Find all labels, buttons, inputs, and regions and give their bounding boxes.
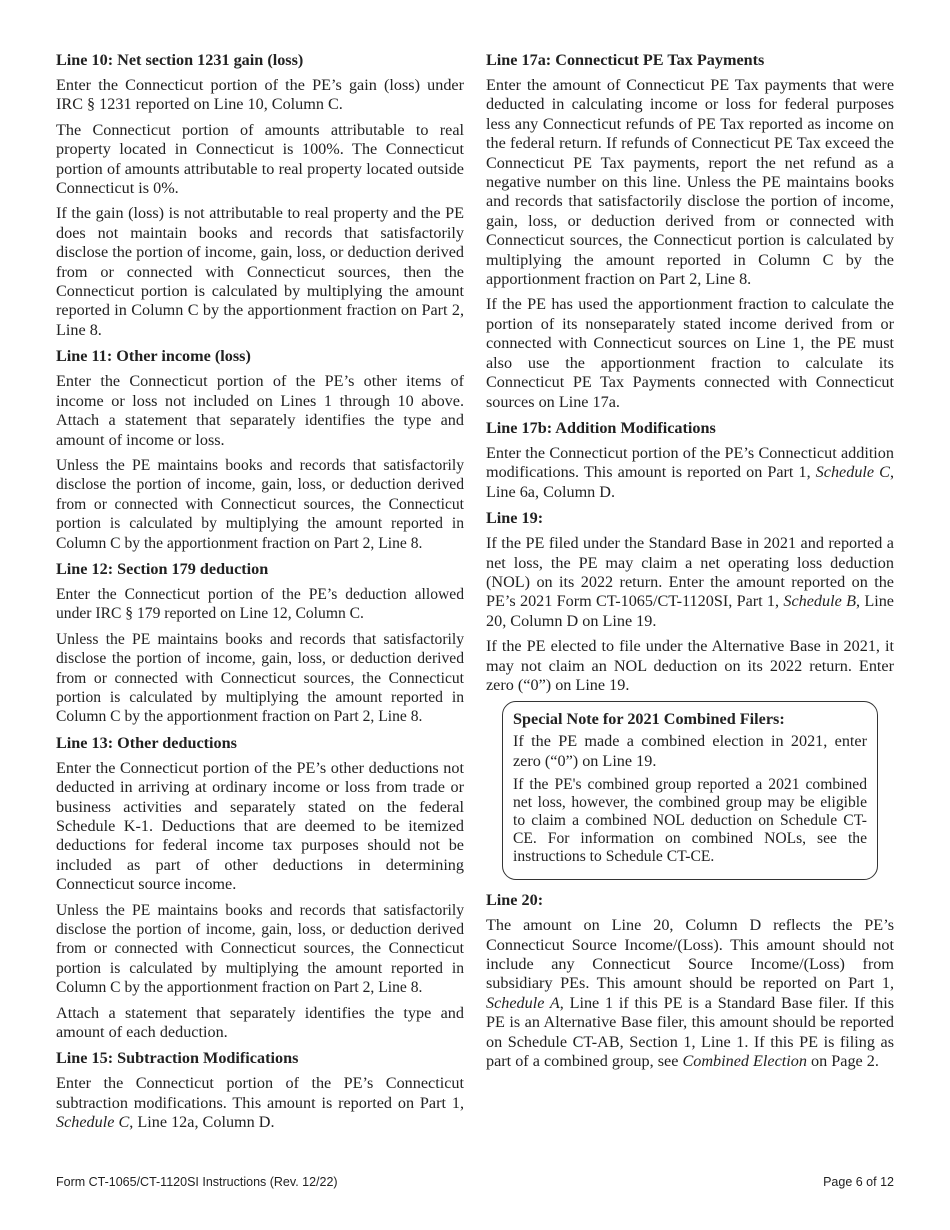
line-17b-text-b: , Line 6a, Column D.: [486, 463, 894, 501]
line-20-text-a: The amount on Line 20, Column D reflects the PE’s Connecticut Source Income/(Loss). This amount should not include any Connecticut Source Income/(Loss) from subsidiary PEs. This amount should be reported on Part 1,: [486, 916, 894, 993]
line-15-heading: Line 15: Subtraction Modifications: [56, 1049, 299, 1068]
line-12-para-2: Unless the PE maintains books and records that satisfactorily disclose the portion of income, gain, loss, or deduction derived from or connected with Connecticut sources, the Connecticut portion is calculated by multiplying the amount reported in Column C by the apportionment fraction on Part 2, Line 8.: [56, 630, 464, 726]
line-19-para-1: [486, 534, 894, 631]
right-column: [486, 50, 894, 1077]
line-13-heading: Line 13: Other deductions: [56, 733, 237, 752]
line-17b-heading: Line 17b: Addition Modifications: [486, 418, 716, 437]
line-17b-para-1: [486, 444, 894, 502]
line-11-heading: Line 11: Other income (loss): [56, 347, 251, 366]
left-column: [56, 50, 464, 1139]
line-11-para-1: Enter the Connecticut portion of the PE’s other items of income or loss not included on Lines 1 through 10 above. Attach a statement that separately identifies the type and amount of income or loss.: [56, 372, 464, 449]
line-19-text-a: If the PE filed under the Standard Base in 2021 and reported a net loss, the PE may claim a net operating loss deduction (NOL) on its 2022 return. Enter the amount reported on the PE’s 2021 Form CT-1065/CT-1120SI, Part 1,: [486, 534, 894, 611]
line-17b-text-a: Enter the Connecticut portion of the PE’s Connecticut addition modifications. This amount is reported on Part 1,: [486, 443, 894, 482]
line-17a-para-2: If the PE has used the apportionment fraction to calculate the portion of its nonseparately stated income derived from or connected with Connecticut sources on Line 1, the PE must also use the apportionment fraction to calculate its Connecticut PE Tax Payments connected with Connecticut sources on Line 17a.: [486, 295, 894, 411]
line-20-para-1: [486, 916, 894, 1071]
combined-election-ref: Combined Election: [682, 1052, 807, 1071]
line-17a-para-1: Enter the amount of Connecticut PE Tax payments that were deducted in calculating income or loss for federal purposes less any Connecticut refunds of PE Tax reported as income on the federal return. If refunds of Connecticut PE Tax exceed the Connecticut PE Tax payments, report the net refund as a negative number on this line. Unless the PE maintains books and records that satisfactorily disclose the portion of income, gain, loss, or deduction derived from or connected with Connecticut sources, the Connecticut portion is calculated by multiplying the amount reported in Column C by the apportionment fraction on Part 2, Line 8.: [486, 76, 894, 289]
special-note-para-1: If the PE made a combined election in 2021, enter zero (“0”) on Line 19.: [513, 732, 867, 770]
footer-form-name: Form CT-1065/CT-1120SI Instructions (Rev. 12/22): [56, 1175, 338, 1189]
line-19-heading: Line 19:: [486, 509, 544, 528]
line-10-para-2: The Connecticut portion of amounts attributable to real property located in Connecticut is 100%. The Connecticut portion of amounts attributable to real property located outside Connecticut is 0%.: [56, 120, 464, 198]
line-15-text-a: Enter the Connecticut portion of the PE’s Connecticut subtraction modifications. This amount is reported on Part 1,: [56, 1074, 464, 1112]
line-20-text-b: , Line 1 if this PE is a Standard Base filer. If this PE is an Alternative Base filer, this amount should be reported on Schedule CT-AB, Section 1, Line 1. If this PE is filing as part of a combined group, see: [486, 993, 894, 1071]
line-12-para-1: Enter the Connecticut portion of the PE’s deduction allowed under IRC § 179 reported on Line 12, Column C.: [56, 585, 464, 623]
schedule-c-ref: Schedule C: [815, 463, 890, 482]
special-note-box: [502, 701, 878, 880]
schedule-a-ref: Schedule A: [486, 993, 560, 1012]
schedule-c-ref: Schedule C: [56, 1113, 130, 1132]
line-13-para-1: Enter the Connecticut portion of the PE’s other deductions not deducted in arriving at ordinary income or loss from trade or business activities and separately stated on the federal Schedule K-1. Deductions that are deemed to be itemized deductions for federal income tax purposes should not be included as part of other deductions in determining Connecticut source income.: [56, 758, 464, 894]
line-19-text-b: , Line 20, Column D on Line 19.: [486, 592, 894, 630]
line-10-para-3: If the gain (loss) is not attributable to real property and the PE does not maintain books and records that satisfactorily disclose the portion of income, gain, loss, or deduction derived from or connected with Connecticut sources, then the Connecticut portion is calculated by multiplying the amount reported in Column C by the apportionment fraction on Part 2, Line 8.: [56, 204, 464, 339]
line-20-heading: Line 20:: [486, 891, 544, 910]
line-15-text-b: , Line 12a, Column D.: [129, 1113, 275, 1132]
line-12-heading: Line 12: Section 179 deduction: [56, 559, 269, 578]
line-19-para-2: If the PE elected to file under the Alternative Base in 2021, it may not claim an NOL deduction on its 2022 return. Enter zero (“0”) on Line 19.: [486, 637, 894, 694]
line-15-para-1: [56, 1074, 464, 1132]
special-note-para-2: If the PE's combined group reported a 2021 combined net loss, however, the combined group may be eligible to claim a combined NOL deduction on Schedule CT-CE. For information on combined NOLs, see the instructions to Schedule CT-CE.: [513, 776, 867, 866]
line-17a-heading: Line 17a: Connecticut PE Tax Payments: [486, 51, 765, 69]
line-10-heading: Line 10: Net section 1231 gain (loss): [56, 51, 304, 69]
line-13-para-3: Attach a statement that separately identifies the type and amount of each deduction.: [56, 1003, 464, 1042]
line-20-text-c: on Page 2.: [806, 1052, 879, 1071]
footer-page-number: Page 6 of 12: [823, 1175, 894, 1189]
line-10-para-1: Enter the Connecticut portion of the PE’s gain (loss) under IRC § 1231 reported on Line 10, Column C.: [56, 76, 464, 114]
line-11-para-2: Unless the PE maintains books and records that satisfactorily disclose the portion of income, gain, loss, or deduction derived from or connected with Connecticut sources, the Connecticut portion is calculated by multiplying the amount reported in Column C by the apportionment fraction on Part 2, Line 8.: [56, 456, 464, 552]
line-13-para-2: Unless the PE maintains books and records that satisfactorily disclose the portion of income, gain, loss, or deduction derived from or connected with Connecticut sources, the Connecticut portion is calculated by multiplying the amount reported in Column C by the apportionment fraction on Part 2, Line 8.: [56, 901, 464, 997]
special-note-heading: Special Note for 2021 Combined Filers:: [513, 710, 785, 729]
schedule-b-ref: Schedule B: [783, 592, 856, 611]
